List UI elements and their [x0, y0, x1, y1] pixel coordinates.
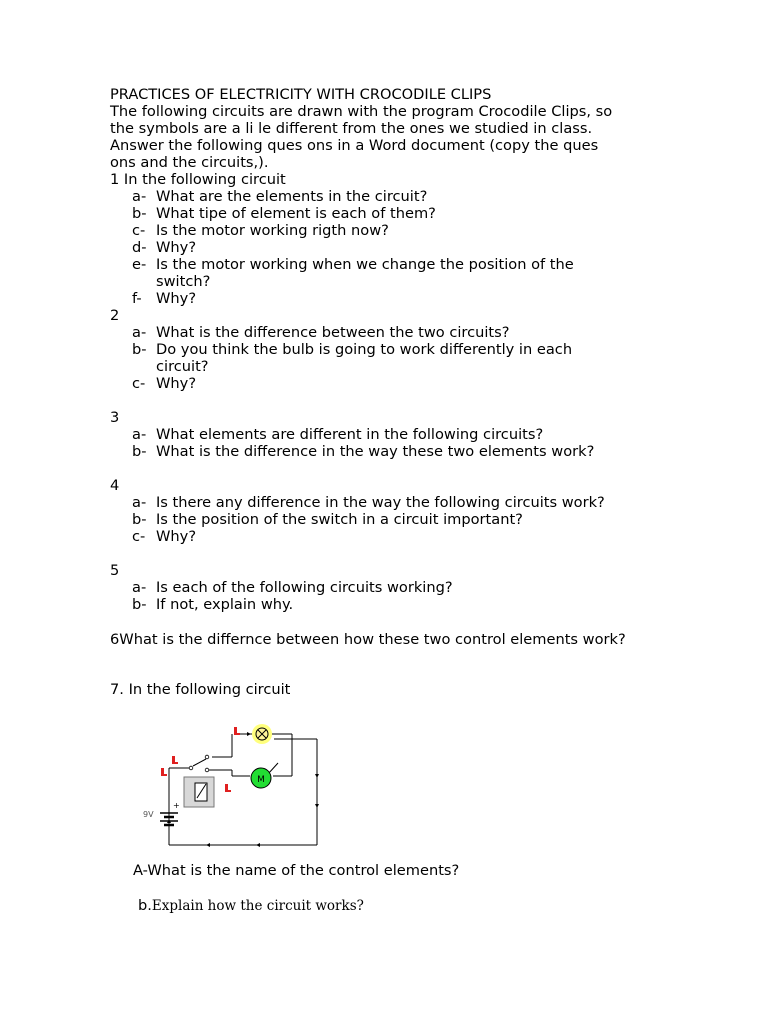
- switch-control-icon: [184, 777, 214, 807]
- question-3-heading: 3: [110, 409, 120, 426]
- question-7b-text: Explain how the circuit works?: [151, 898, 364, 914]
- question-2b-letter: b-: [132, 341, 147, 358]
- svg-text:M: M: [257, 775, 265, 785]
- intro-line: ons and the circuits,).: [110, 154, 269, 171]
- question-2-heading: 2: [110, 307, 120, 324]
- intro-line: The following circuits are drawn with the program Crocodile Clips, so: [110, 103, 613, 120]
- question-2b-text: Do you think the bulb is going to work differently in each: [156, 341, 573, 358]
- question-7a: A-What is the name of the control elements?: [133, 862, 460, 879]
- question-4a-text: Is there any difference in the way the following circuits work?: [156, 494, 605, 511]
- question-2c-letter: c-: [132, 375, 146, 392]
- motor-icon: [251, 768, 271, 788]
- question-5-heading: 5: [110, 562, 120, 579]
- question-2a-letter: a-: [132, 324, 147, 341]
- intro-line: Answer the following ques ons in a Word document (copy the ques: [110, 137, 599, 154]
- document-title: PRACTICES OF ELECTRICITY WITH CROCODILE CLIPS: [110, 86, 492, 103]
- question-1b-text: What tipe of element is each of them?: [156, 205, 436, 222]
- question-1c-text: Is the motor working rigth now?: [156, 222, 389, 239]
- question-7b: [138, 897, 364, 915]
- question-7b-prefix: b.: [138, 897, 152, 914]
- question-4-heading: 4: [110, 477, 120, 494]
- question-3a-text: What elements are different in the following circuits?: [156, 426, 544, 443]
- question-1a-text: What are the elements in the circuit?: [156, 188, 428, 205]
- question-1e-text-cont: switch?: [156, 273, 211, 290]
- question-4c-letter: c-: [132, 528, 146, 545]
- question-5b-text: If not, explain why.: [156, 596, 294, 613]
- question-1f-letter: f-: [132, 290, 142, 307]
- question-4a-letter: a-: [132, 494, 147, 511]
- question-5a-text: Is each of the following circuits working?: [156, 579, 453, 596]
- question-4b-letter: b-: [132, 511, 147, 528]
- question-1f-text: Why?: [156, 290, 197, 307]
- question-1-heading: 1 In the following circuit: [110, 171, 286, 188]
- question-2a-text: What is the difference between the two circuits?: [156, 324, 510, 341]
- intro-line: the symbols are a li le different from the ones we studied in class.: [110, 120, 593, 137]
- lamp-icon: [252, 724, 272, 744]
- question-1d-text: Why?: [156, 239, 197, 256]
- question-2b-text-cont: circuit?: [156, 358, 209, 375]
- question-5b-letter: b-: [132, 596, 147, 613]
- switch-contacts: [189, 755, 209, 772]
- svg-text:+: +: [173, 801, 180, 810]
- question-7-heading: 7. In the following circuit: [110, 681, 291, 698]
- question-6: 6What is the differnce between how these two control elements work?: [110, 631, 626, 648]
- question-1a-letter: a-: [132, 188, 147, 205]
- question-1c-letter: c-: [132, 222, 146, 239]
- question-1e-text: Is the motor working when we change the position of the: [156, 256, 574, 273]
- battery-icon: [160, 799, 180, 825]
- question-3b-letter: b-: [132, 443, 147, 460]
- question-5a-letter: a-: [132, 579, 147, 596]
- question-4b-text: Is the position of the switch in a circuit important?: [156, 511, 523, 528]
- question-3a-letter: a-: [132, 426, 147, 443]
- question-4c-text: Why?: [156, 528, 197, 545]
- question-3b-text: What is the difference in the way these two elements work?: [156, 443, 595, 460]
- question-1b-letter: b-: [132, 205, 147, 222]
- question-2c-text: Why?: [156, 375, 197, 392]
- battery-label: 9V: [143, 810, 154, 819]
- question-1e-letter: e-: [132, 256, 147, 273]
- circuit-diagram: [140, 724, 325, 848]
- question-1d-letter: d-: [132, 239, 147, 256]
